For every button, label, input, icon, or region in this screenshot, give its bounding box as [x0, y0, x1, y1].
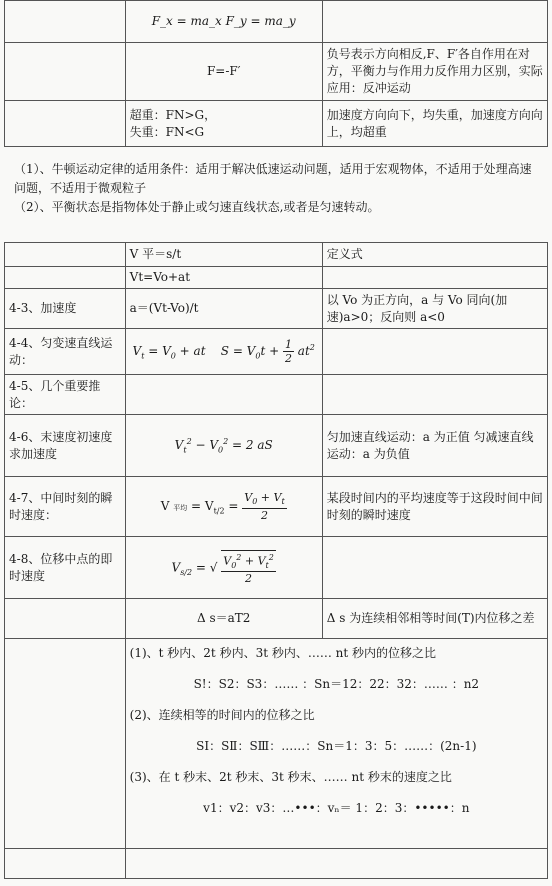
section-label: 4-6、末速度初速度求加速度	[5, 415, 126, 477]
mid-position-velocity-formula: $V_{s/2}$ = √ $\frac{V_0^2 + V_t^2}{2}$	[125, 537, 322, 599]
table-row	[5, 289, 548, 329]
newton-third-law-note: 负号表示方向相反,F、F′各自作用在对方，平衡力与作用力反作用力区别，实际应用：反冲运动	[322, 43, 547, 101]
ratio-heading: (3)、在 t 秒末、2t 秒末、3t 秒末、…… nt 秒末的速度之比	[129, 770, 452, 784]
table-row	[5, 477, 548, 537]
section-label: 4-5、几个重要推论：	[5, 375, 126, 415]
overweight-text: 超重：FN>G，	[129, 107, 217, 122]
section-label: 4-8、位移中点的即时速度	[5, 537, 126, 599]
section-label: 4-3、加速度	[5, 289, 126, 329]
displacement-difference-formula: Δ s＝aT2	[125, 599, 322, 639]
applicability-paragraph	[14, 160, 540, 217]
kinematics-table	[4, 242, 548, 879]
section-label: 4-7、中间时刻的瞬时速度：	[5, 477, 126, 537]
equilibrium-line: （2）、平衡状态是指物体处于静止或匀速直线状态,或者是匀速转动。	[14, 200, 380, 214]
overweight-underweight-cell	[125, 101, 322, 147]
underweight-text: 失重：FN<G	[129, 124, 205, 139]
table-row	[5, 849, 548, 879]
mid-time-velocity-formula: V 平均 = $V_{t/2}$ = $\frac{V_0 + V_t}{2}$	[125, 477, 322, 537]
acceleration-note: 以 Vo 为正方向，a 与 Vo 同向(加速)a>0；反向则 a<0	[322, 289, 547, 329]
section-label: 4-4、匀变速直线运动：	[5, 329, 126, 375]
uniform-acceleration-formula: $V_t = V_0$ + at $S = V_0t$ + $\frac{1}{2}$ $at^2$	[125, 329, 322, 375]
ratio-heading: (2)、连续相等的时间内的位移之比	[129, 708, 315, 722]
applicability-line: （1）、牛顿运动定律的适用条件：适用于解决低速运动问题，适用于宏观物体，不适用于处理高速问题，不适用于微观粒子	[14, 162, 532, 195]
accel-sign-note: 匀加速直线运动：a 为正值 匀减速直线运动：a 为负值	[322, 415, 547, 477]
velocity-displacement-formula: $V_t^2 - V_0^2 = 2$ aS	[125, 415, 322, 477]
ratio-list	[125, 639, 547, 849]
ratio-heading: (1)、t 秒内、2t 秒内、3t 秒内、…… nt 秒内的位移之比	[129, 646, 437, 660]
displacement-difference-note: Δ s 为连续相邻相等时间(T)内位移之差	[322, 599, 547, 639]
ratio-line: SⅠ：SⅡ：SⅢ：……：Sn＝1：3：5：……：(2n-1)	[196, 739, 477, 753]
table-row	[5, 43, 548, 101]
table-row	[5, 329, 548, 375]
overweight-note: 加速度方向向下，均失重，加速度方向向上，均超重	[322, 101, 547, 147]
dynamics-table	[4, 0, 548, 147]
table-row	[5, 243, 548, 267]
acceleration-formula: a＝(Vt-Vo)/t	[125, 289, 322, 329]
definition-note: 定义式	[322, 243, 547, 267]
table-row	[5, 599, 548, 639]
table-row	[5, 415, 548, 477]
table-row	[5, 639, 548, 849]
table-row	[5, 537, 548, 599]
table-row	[5, 101, 548, 147]
newton-second-law-components: F_x = ma_x F_y = ma_y	[125, 1, 322, 43]
average-velocity-formula: V 平＝s/t	[125, 243, 322, 267]
mid-time-note: 某段时间内的平均速度等于这段时间中间时刻的瞬时速度	[322, 477, 547, 537]
table-row	[5, 375, 548, 415]
final-velocity-formula: Vt=Vo+at	[125, 267, 322, 289]
table-row	[5, 267, 548, 289]
ratio-line: S!：S2：S3：…… ：Sn＝12：22：32：…… ：n2	[193, 677, 480, 691]
table-row	[5, 1, 548, 43]
newton-third-law-formula: F=-F′	[125, 43, 322, 101]
ratio-line: v1：v2：v3：…•••：vₙ＝ 1：2：3：•••••：n	[203, 801, 470, 815]
